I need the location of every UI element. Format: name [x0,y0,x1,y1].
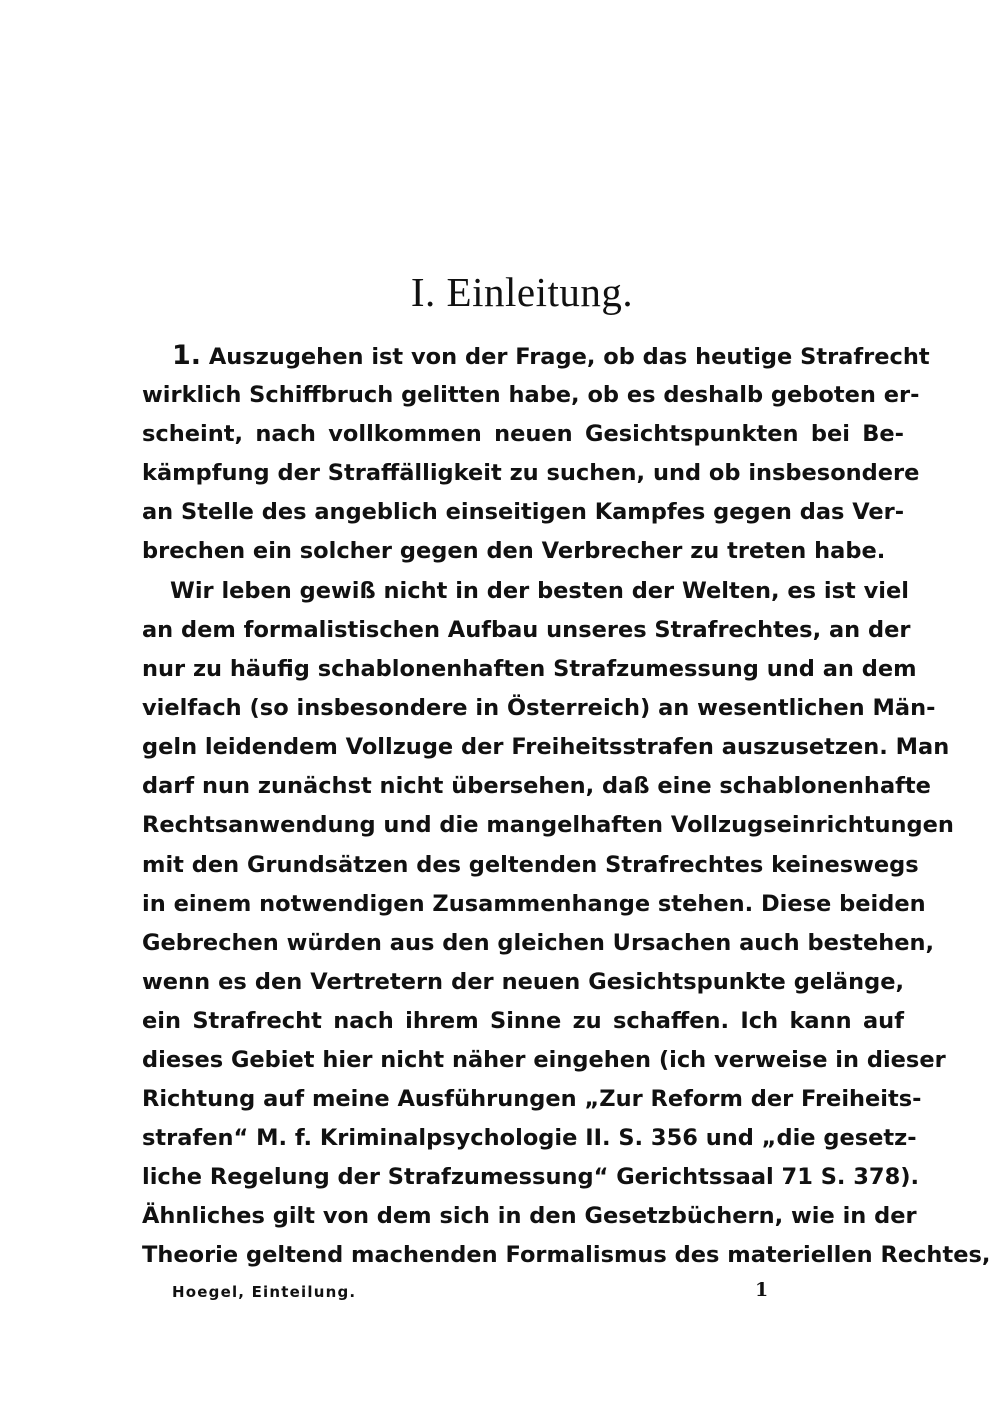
text-line: mit den Grundsätzen des geltenden Strafrechtes keineswegs [142,852,919,878]
text-line: brechen ein solcher gegen den Verbrecher zu treten habe. [142,538,886,564]
page-number: 1 [755,1279,769,1301]
text-line: strafen“ M. f. Kriminalpsychologie II. S. 356 und „die gesetz- [142,1125,917,1151]
text-line: Gebrechen würden aus den gleichen Ursachen auch bestehen, [142,930,935,956]
text-line: Ähnliches gilt von dem sich in den Gesetzbüchern, wie in der [142,1203,917,1229]
chapter-heading: I. Einleitung. [410,269,634,315]
text-line: Theorie geltend machenden Formalismus des materiellen Rechtes, [142,1242,991,1268]
text-line: wenn es den Vertretern der neuen Gesichtspunkte gelänge, [142,969,904,995]
text-line: an dem formalistischen Aufbau unseres Strafrechtes, an der [142,617,911,643]
text-line: geln leidendem Vollzuge der Freiheitsstrafen auszusetzen. Man [142,734,950,760]
text-line: dieses Gebiet hier nicht näher eingehen (ich verweise in dieser [142,1047,946,1073]
text-line: Rechtsanwendung und die mangelhaften Vollzugseinrichtungen [142,812,954,838]
text-line: liche Regelung der Strafzumessung“ Gerichtssaal 71 S. 378). [142,1164,920,1190]
text-line: ein Strafrecht nach ihrem Sinne zu schaffen. Ich kann auf [142,1008,904,1034]
text-line: nur zu häufig schablonenhaften Strafzumessung und an dem [142,656,917,682]
text-line: an Stelle des angeblich einseitigen Kampfes gegen das Ver- [142,499,905,525]
text-line: in einem notwendigen Zusammenhange stehen. Diese beiden [142,891,926,917]
text-line: Richtung auf meine Ausführungen „Zur Reform der Freiheits- [142,1086,922,1112]
text-line: kämpfung der Straffälligkeit zu suchen, und ob insbesondere [142,460,920,486]
text-line: vielfach (so insbesondere in Österreich) an wesentlichen Män- [142,695,936,721]
text-line: darf nun zunächst nicht übersehen, daß eine schablonenhafte [142,773,931,799]
text-line-content: Auszugehen ist von der Frage, ob das heutige Strafrecht [201,344,930,370]
signature-mark: Hoegel, Einteilung. [172,1283,357,1301]
text-line: scheint, nach vollkommen neuen Gesichtspunkten bei Be- [142,421,904,447]
text-line [172,339,930,373]
section-number: 1. [172,340,202,371]
text-line: Wir leben gewiß nicht in der besten der Welten, es ist viel [170,578,909,604]
text-line: wirklich Schiffbruch gelitten habe, ob es deshalb geboten er- [142,382,920,408]
